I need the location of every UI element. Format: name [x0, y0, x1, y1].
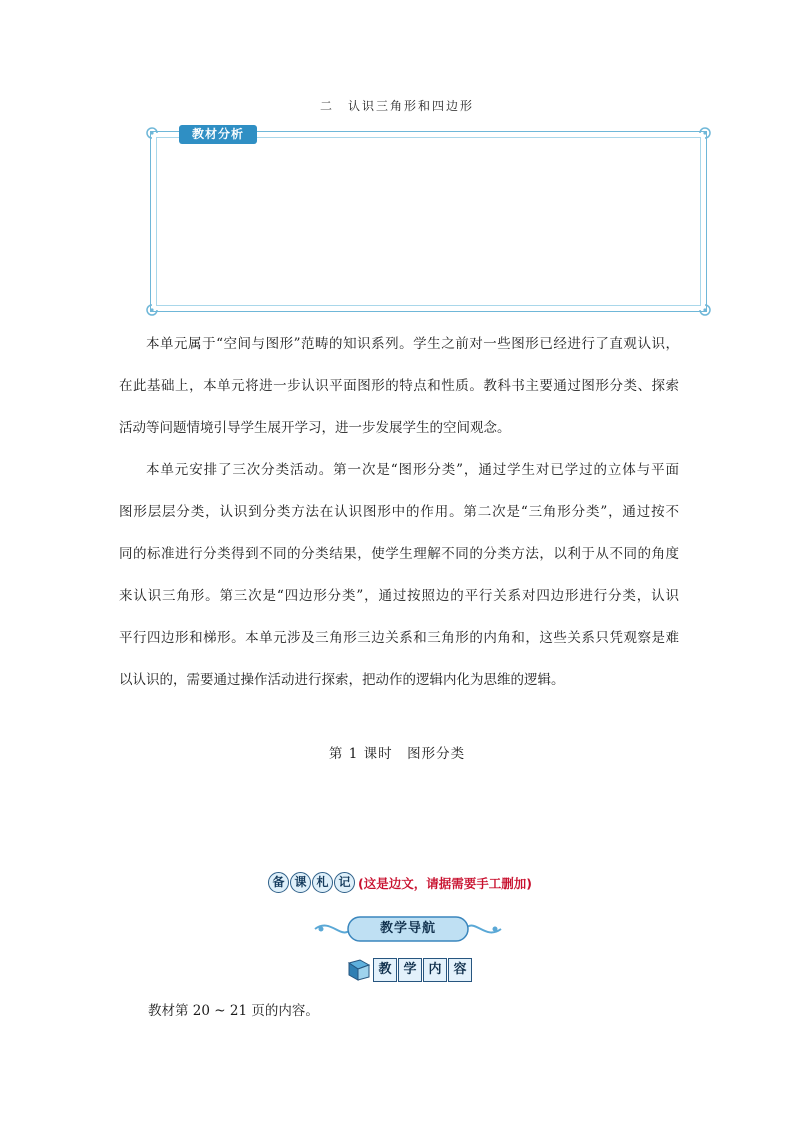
content-heading-char: 教: [373, 958, 397, 982]
paragraph-line: 平行四边形和梯形。本单元涉及三角形三边关系和三角形的内角和，这些关系只凭观察是难: [119, 630, 679, 646]
paragraph-line: 在此基础上，本单元将进一步认识平面图形的特点和性质。教科书主要通过图形分类、探索: [119, 378, 679, 394]
content-text: 教材第 20 ~ 21 页的内容。: [148, 1003, 319, 1019]
content-heading-char: 内: [423, 958, 447, 982]
paragraph-line: 以认识的，需要通过操作活动进行探索，把动作的逻辑内化为思维的逻辑。: [119, 672, 565, 688]
corner-ornament-icon: [699, 304, 711, 316]
corner-ornament-icon: [146, 304, 158, 316]
lesson-notes-heading: [268, 872, 532, 898]
paragraph-line: 同的标准进行分类得到不同的分类结果，使学生理解不同的分类方法，以利于从不同的角度: [119, 546, 679, 562]
notes-stamp: 札: [312, 872, 333, 893]
teaching-content-heading: [346, 958, 472, 984]
notes-stamp: 记: [334, 872, 355, 893]
teaching-guide-label: 教学导航: [379, 921, 436, 936]
notes-stamp: 备: [268, 872, 289, 893]
paragraph-line: 来认识三角形。第三次是“四边形分类”，通过按照边的平行关系对四边形进行分类，认识: [119, 588, 679, 604]
corner-ornament-icon: [699, 127, 711, 139]
book-icon: [346, 958, 372, 982]
paragraph-line: 图形层层分类，认识到分类方法在认识图形中的作用。第二次是“三角形分类”，通过按不: [119, 504, 679, 520]
paragraph-line: 本单元属于“空间与图形”范畴的知识系列。学生之前对一些图形已经进行了直观认识，: [146, 336, 679, 352]
paragraph-2: [119, 449, 679, 701]
unit-header: 二 认识三角形和四边形: [319, 99, 474, 113]
side-note: (这是边文，请据需要手工删加): [358, 875, 532, 891]
lesson-title: 第 1 课时 图形分类: [328, 746, 466, 762]
paragraph-line: 本单元安排了三次分类活动。第一次是“图形分类”，通过学生对已学过的立体与平面: [146, 462, 679, 478]
corner-ornament-icon: [146, 127, 158, 139]
notes-stamp: 课: [290, 872, 311, 893]
content-heading-char: 学: [398, 958, 422, 982]
content-heading-char: 容: [448, 958, 472, 982]
analysis-frame-inner: [156, 137, 701, 306]
analysis-tab: 教材分析: [179, 125, 257, 144]
paragraph-1: [119, 323, 679, 449]
paragraph-line: 活动等问题情境引导学生展开学习，进一步发展学生的空间观念。: [119, 420, 511, 436]
